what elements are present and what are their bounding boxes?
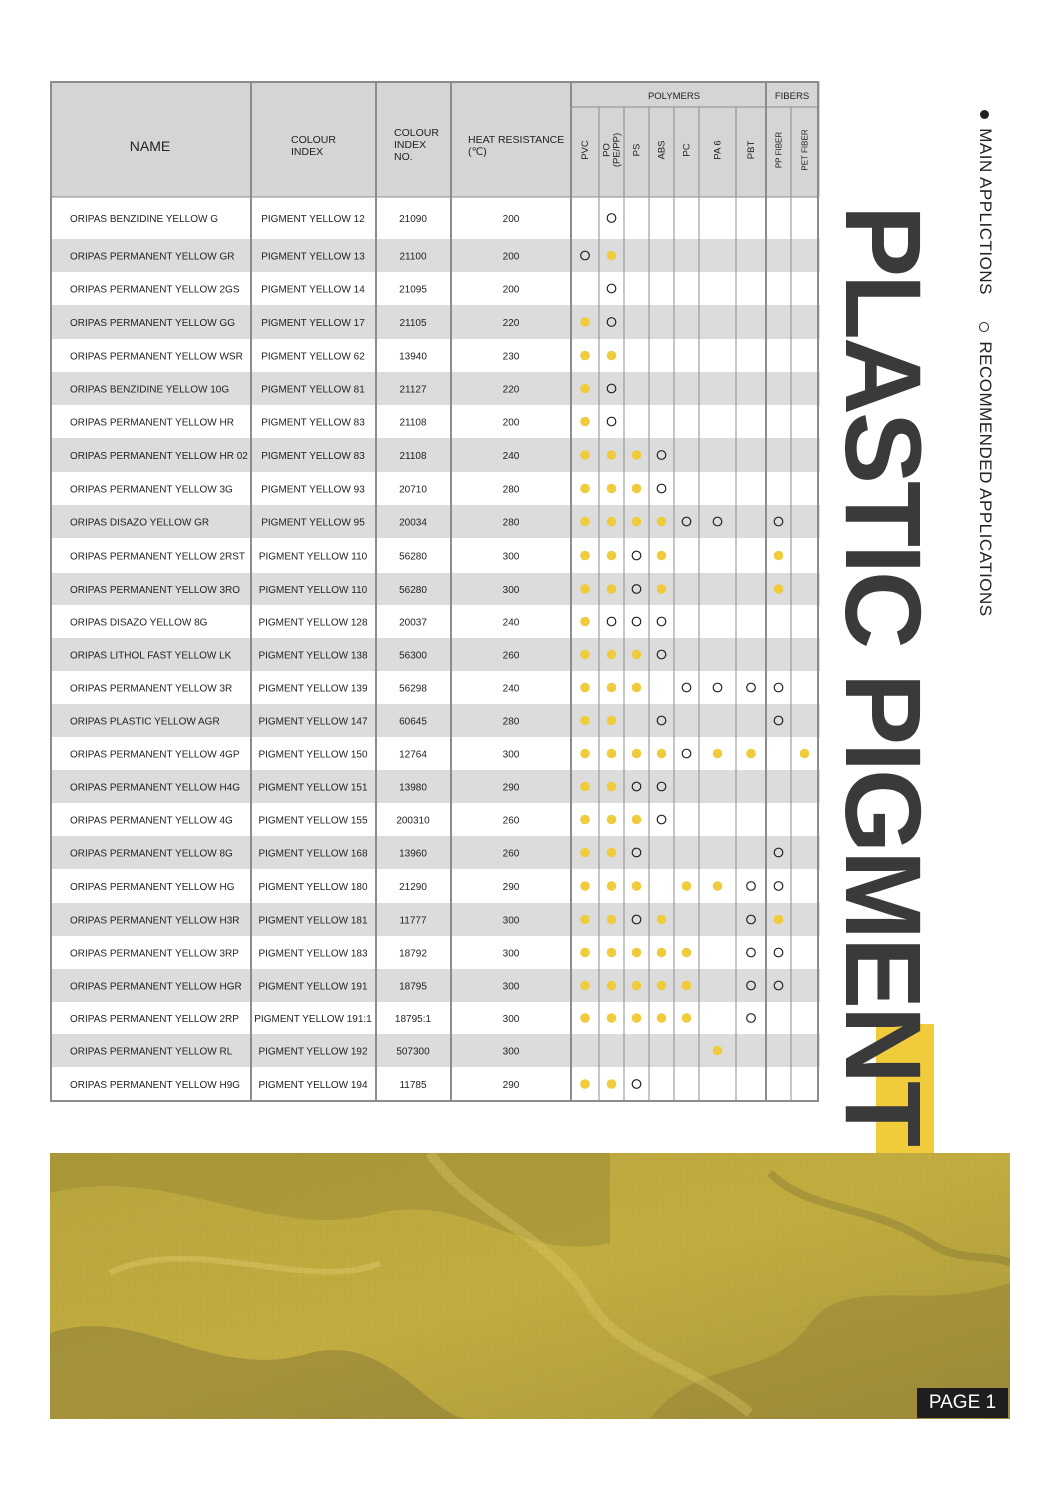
cell-heat: 200: [502, 214, 520, 225]
header-app-3: ABS: [656, 140, 668, 160]
cell-name: ORIPAS PERMANENT YELLOW HR 02: [70, 451, 248, 462]
main-application-dot: [607, 848, 617, 858]
cell-colour-number: 60645: [399, 716, 427, 728]
main-application-dot: [580, 749, 590, 759]
cell-heat: 290: [502, 782, 520, 794]
cell-colour-index: PIGMENT YELLOW 183: [258, 948, 368, 960]
recommended-application-circle: [632, 617, 641, 626]
cell-colour-number: 21105: [399, 318, 427, 329]
cell-name: ORIPAS PERMANENT YELLOW 3RO: [70, 585, 241, 596]
cell-heat: 300: [502, 948, 520, 960]
cell-colour-number: 20034: [399, 517, 427, 529]
main-application-dot: [657, 584, 667, 594]
main-application-dot: [657, 1013, 667, 1023]
recommended-application-circle: [607, 284, 616, 293]
main-application-dot: [800, 749, 810, 759]
main-application-dot: [774, 584, 784, 594]
recommended-application-circle: [713, 683, 722, 692]
main-application-dot: [632, 517, 642, 527]
main-application-dot: [580, 948, 590, 958]
cell-name: ORIPAS PERMANENT YELLOW HGR: [70, 981, 242, 993]
cell-heat: 300: [502, 1014, 520, 1025]
main-application-dot: [607, 551, 617, 561]
recommended-application-circle: [774, 948, 783, 957]
cell-colour-number: 13940: [399, 351, 427, 363]
main-application-dot: [682, 981, 692, 991]
cell-colour-index: PIGMENT YELLOW 12: [261, 214, 365, 225]
header-colour-index: INDEX: [291, 146, 324, 158]
main-application-dot: [632, 881, 642, 891]
header-app-0: PVC: [580, 140, 591, 160]
cell-heat: 240: [502, 451, 520, 462]
cell-colour-number: 21090: [399, 214, 427, 225]
cell-colour-index: PIGMENT YELLOW 155: [258, 815, 368, 827]
main-application-dot: [607, 650, 617, 660]
cell-colour-number: 21108: [399, 451, 427, 462]
cell-colour-index: PIGMENT YELLOW 191: [258, 981, 368, 993]
cell-colour-index: PIGMENT YELLOW 14: [261, 284, 365, 296]
main-application-dot: [607, 915, 617, 925]
cell-colour-number: 11777: [399, 915, 427, 927]
cell-name: ORIPAS PERMANENT YELLOW H3R: [70, 915, 240, 927]
cell-heat: 200: [502, 417, 520, 429]
main-application-dot: [774, 551, 784, 561]
header-app-1: PO: [601, 143, 613, 157]
recommended-application-circle: [747, 948, 756, 957]
main-application-dot: [657, 915, 667, 925]
cell-colour-index: PIGMENT YELLOW 168: [258, 848, 368, 860]
main-application-dot: [580, 551, 590, 561]
pigment-table: [50, 81, 820, 1103]
cell-colour-index: PIGMENT YELLOW 62: [261, 351, 365, 363]
main-application-dot: [607, 1079, 617, 1089]
main-application-dot: [607, 948, 617, 958]
cell-colour-index: PIGMENT YELLOW 128: [258, 617, 368, 629]
main-application-dot: [607, 584, 617, 594]
cell-name: ORIPAS PERMANENT YELLOW GR: [70, 251, 235, 263]
banner-texture: [50, 1153, 1010, 1419]
cell-colour-number: 21095: [399, 284, 427, 296]
cell-colour-number: 13960: [399, 848, 427, 860]
legend: [965, 110, 1005, 670]
header-fibers: FIBERS: [774, 91, 810, 102]
recommended-application-circle: [607, 417, 616, 426]
main-application-dot: [580, 417, 590, 427]
cell-colour-number: 56298: [399, 683, 427, 695]
cell-heat: 260: [502, 815, 520, 827]
cell-colour-index: PIGMENT YELLOW 95: [261, 517, 365, 529]
cell-colour-index: PIGMENT YELLOW 110: [258, 551, 368, 563]
main-application-dot: [580, 1013, 590, 1023]
recommended-application-circle: [774, 683, 783, 692]
cell-name: ORIPAS PERMANENT YELLOW 3RP: [70, 948, 239, 960]
cell-name: ORIPAS BENZIDINE YELLOW G: [70, 214, 218, 225]
cell-heat: 300: [502, 915, 520, 927]
main-application-dot: [607, 981, 617, 991]
legend-text: [975, 110, 995, 617]
header-colour-index-no: INDEX: [394, 139, 427, 151]
cell-colour-number: 18795: [399, 981, 427, 993]
main-application-dot: [632, 450, 642, 460]
cell-name: ORIPAS PERMANENT YELLOW H9G: [70, 1080, 241, 1091]
cell-heat: 240: [502, 617, 520, 629]
header-colour-index-no: NO.: [394, 151, 413, 163]
header-app-8: PET FIBER: [800, 129, 810, 171]
main-application-dot: [580, 815, 590, 825]
cell-heat: 290: [502, 882, 520, 893]
cell-heat: 300: [502, 585, 520, 596]
recommended-application-circle: [632, 1080, 641, 1089]
cell-colour-index: PIGMENT YELLOW 83: [261, 417, 365, 429]
cell-colour-index: PIGMENT YELLOW 110: [258, 585, 368, 596]
main-application-dot: [607, 517, 617, 527]
main-application-dot: [632, 1013, 642, 1023]
main-application-dot: [657, 948, 667, 958]
cell-colour-number: 21127: [399, 384, 427, 396]
main-application-dot: [774, 915, 784, 925]
cell-heat: 230: [502, 351, 520, 363]
main-application-dot: [632, 815, 642, 825]
cell-colour-index: PIGMENT YELLOW 138: [258, 650, 368, 662]
header-app-7: PP FIBER: [774, 131, 784, 169]
header-colour-index: COLOUR: [291, 134, 336, 146]
recommended-application-circle: [747, 1014, 756, 1023]
cell-colour-number: 507300: [396, 1046, 430, 1058]
cell-name: ORIPAS PERMANENT YELLOW WSR: [70, 351, 243, 363]
header-heat-resistance: (℃): [468, 146, 487, 158]
main-application-dot: [607, 881, 617, 891]
main-application-dot: [632, 749, 642, 759]
cell-name: ORIPAS PERMANENT YELLOW 2RST: [70, 551, 246, 563]
cell-name: ORIPAS LITHOL FAST YELLOW LK: [70, 650, 232, 662]
main-application-dot: [580, 617, 590, 627]
cell-heat: 200: [502, 251, 520, 263]
header-app-1: (PE/PP): [611, 132, 623, 168]
main-application-dot: [580, 317, 590, 327]
main-application-dot: [607, 716, 617, 726]
cell-colour-number: 56280: [399, 551, 427, 563]
cell-colour-index: PIGMENT YELLOW 147: [258, 716, 368, 728]
main-application-dot: [607, 749, 617, 759]
cell-colour-number: 20037: [399, 617, 427, 629]
cell-name: ORIPAS PERMANENT YELLOW 2RP: [70, 1014, 239, 1025]
cell-heat: 300: [502, 551, 520, 563]
cell-colour-number: 11785: [399, 1080, 427, 1091]
cell-heat: 200: [502, 284, 520, 296]
cell-name: ORIPAS PLASTIC YELLOW AGR: [70, 716, 220, 728]
cell-colour-index: PIGMENT YELLOW 151: [258, 782, 368, 794]
cell-heat: 290: [502, 1080, 520, 1091]
cell-heat: 300: [502, 1046, 520, 1058]
cell-colour-number: 21108: [399, 417, 427, 429]
header-heat-resistance: HEAT RESISTANCE: [468, 134, 565, 146]
main-application-dot: [580, 881, 590, 891]
main-application-dot: [607, 815, 617, 825]
main-application-dot: [580, 384, 590, 394]
cell-colour-number: 12764: [399, 749, 427, 761]
recommended-application-circle: [657, 617, 666, 626]
main-application-dot: [607, 251, 617, 261]
main-application-dot: [580, 848, 590, 858]
cell-colour-number: 21100: [399, 251, 427, 263]
cell-colour-index: PIGMENT YELLOW 17: [261, 318, 365, 329]
cell-heat: 260: [502, 848, 520, 860]
cell-heat: 280: [502, 484, 520, 496]
cell-heat: 280: [502, 517, 520, 529]
cell-name: ORIPAS PERMANENT YELLOW 2GS: [70, 284, 240, 296]
cell-colour-index: PIGMENT YELLOW 13: [261, 251, 365, 263]
cell-colour-index: PIGMENT YELLOW 83: [261, 451, 365, 462]
cell-heat: 260: [502, 650, 520, 662]
recommended-marker-icon: [979, 322, 989, 332]
cell-heat: 220: [502, 318, 520, 329]
cell-heat: 220: [502, 384, 520, 396]
cell-colour-index: PIGMENT YELLOW 81: [261, 384, 365, 396]
recommended-application-circle: [682, 749, 691, 758]
main-application-dot: [657, 749, 667, 759]
cell-colour-number: 20710: [399, 484, 427, 496]
recommended-application-circle: [607, 617, 616, 626]
main-application-dot: [580, 782, 590, 792]
main-application-dot: [580, 584, 590, 594]
cell-colour-index: PIGMENT YELLOW 192: [258, 1046, 368, 1058]
legend-recommended: RECOMMENDED APPLICATIONS: [976, 341, 995, 617]
main-application-dot: [607, 683, 617, 693]
cell-name: ORIPAS PERMANENT YELLOW HG: [70, 882, 235, 893]
main-application-dot: [580, 484, 590, 494]
cell-colour-number: 13980: [399, 782, 427, 794]
cell-name: ORIPAS PERMANENT YELLOW H4G: [70, 782, 241, 794]
cell-name: ORIPAS PERMANENT YELLOW GG: [70, 318, 236, 329]
recommended-application-circle: [657, 484, 666, 493]
cell-heat: 240: [502, 683, 520, 695]
cell-heat: 300: [502, 749, 520, 761]
page-number: PAGE 1: [917, 1388, 1008, 1418]
main-application-dot: [607, 450, 617, 460]
cell-name: ORIPAS DISAZO YELLOW 8G: [70, 617, 208, 629]
main-application-dot: [746, 749, 756, 759]
main-application-dot: [682, 881, 692, 891]
main-application-dot: [682, 948, 692, 958]
cell-name: ORIPAS PERMANENT YELLOW 3G: [70, 484, 233, 496]
cell-name: ORIPAS PERMANENT YELLOW 8G: [70, 848, 233, 860]
cell-colour-index: PIGMENT YELLOW 139: [258, 683, 368, 695]
main-application-dot: [580, 683, 590, 693]
recommended-application-circle: [632, 551, 641, 560]
recommended-application-circle: [657, 815, 666, 824]
legend-main: MAIN APPLICTIONS: [976, 128, 995, 295]
main-application-dot: [632, 948, 642, 958]
main-application-dot: [632, 484, 642, 494]
cell-name: ORIPAS PERMANENT YELLOW 4GP: [70, 749, 240, 761]
header-app-4: PC: [681, 143, 693, 157]
header-polymers: POLYMERS: [647, 91, 701, 102]
main-application-dot: [657, 551, 667, 561]
cell-colour-number: 18792: [399, 948, 427, 960]
main-application-dot: [580, 517, 590, 527]
cell-colour-number: 200310: [396, 815, 430, 827]
main-application-dot: [713, 1046, 723, 1056]
cell-colour-number: 56300: [399, 650, 427, 662]
cell-name: ORIPAS PERMANENT YELLOW 4G: [70, 815, 233, 827]
header-app-2: PS: [631, 143, 643, 157]
cell-colour-number: 56280: [399, 585, 427, 596]
cell-heat: 300: [502, 981, 520, 993]
main-application-dot: [580, 981, 590, 991]
main-application-dot: [713, 749, 723, 759]
recommended-application-circle: [747, 882, 756, 891]
main-application-dot: [580, 450, 590, 460]
cell-name: ORIPAS PERMANENT YELLOW RL: [70, 1046, 233, 1058]
main-application-dot: [580, 650, 590, 660]
recommended-application-circle: [774, 882, 783, 891]
header-app-5: PA 6: [712, 140, 724, 160]
main-application-dot: [580, 351, 590, 361]
decorative-banner: [50, 1153, 1010, 1419]
cell-colour-index: PIGMENT YELLOW 181: [258, 915, 368, 927]
main-application-dot: [580, 716, 590, 726]
main-application-dot: [607, 351, 617, 361]
cell-colour-index: PIGMENT YELLOW 180: [258, 882, 368, 893]
header-name: NAME: [129, 138, 171, 154]
cell-colour-number: 21290: [399, 882, 427, 893]
cell-colour-index: PIGMENT YELLOW 150: [258, 749, 368, 761]
main-application-dot: [632, 981, 642, 991]
main-application-dot: [657, 517, 667, 527]
cell-colour-index: PIGMENT YELLOW 191:1: [254, 1014, 372, 1025]
header-colour-index-no: COLOUR: [394, 127, 439, 139]
main-application-dot: [607, 484, 617, 494]
cell-colour-number: 18795:1: [394, 1014, 432, 1025]
header-app-6: PBT: [746, 140, 757, 160]
main-application-dot: [632, 683, 642, 693]
main-application-dot: [632, 650, 642, 660]
main-application-dot: [657, 981, 667, 991]
cell-name: ORIPAS PERMANENT YELLOW 3R: [70, 683, 233, 695]
main-application-dot: [580, 915, 590, 925]
main-application-dot: [713, 881, 723, 891]
cell-name: ORIPAS BENZIDINE YELLOW 10G: [70, 384, 230, 396]
cell-name: ORIPAS PERMANENT YELLOW HR: [70, 417, 234, 429]
main-application-dot: [580, 1079, 590, 1089]
cell-name: ORIPAS DISAZO YELLOW GR: [70, 517, 210, 529]
main-application-dot: [682, 1013, 692, 1023]
main-marker-icon: [980, 110, 989, 119]
cell-colour-index: PIGMENT YELLOW 93: [261, 484, 365, 496]
main-application-dot: [607, 782, 617, 792]
recommended-application-circle: [682, 683, 691, 692]
table-grid: [50, 81, 820, 1103]
recommended-application-circle: [747, 683, 756, 692]
recommended-application-circle: [607, 214, 616, 223]
cell-colour-index: PIGMENT YELLOW 194: [258, 1080, 368, 1091]
cell-heat: 280: [502, 716, 520, 728]
main-application-dot: [607, 1013, 617, 1023]
